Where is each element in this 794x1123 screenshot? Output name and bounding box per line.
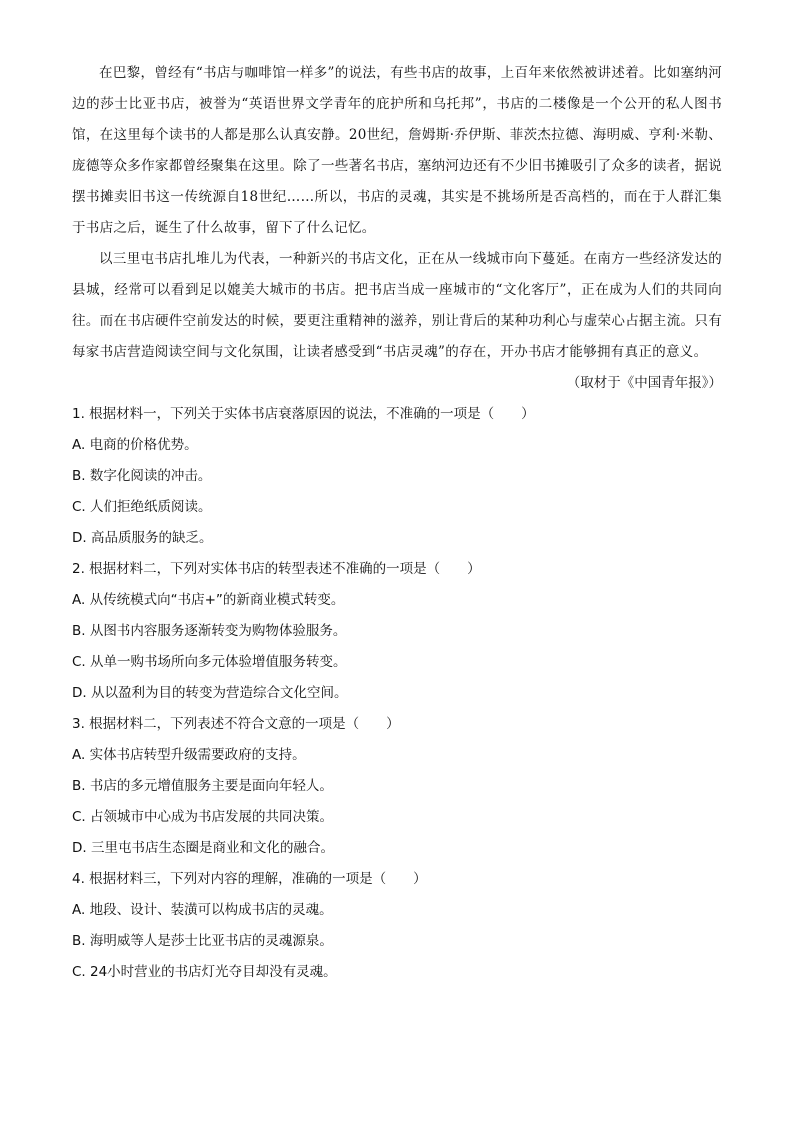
question-3 — [72, 709, 722, 864]
question-1 — [72, 399, 722, 554]
question-4 — [72, 864, 722, 988]
passage-paragraph-1: 在巴黎，曾经有“书店与咖啡馆一样多”的说法，有些书店的故事，上百年来依然被讲述着。比如塞纳河边的莎士比亚书店，被誉为“英语世界文学青年的庇护所和乌托邦”，书店的二楼像是一个公开的私人图书馆，在这里每个读书的人都是那么认真安静。20世纪，詹姆斯·乔伊斯、菲茨杰拉德、海明威、亨利·米勒、庞德等众多作家都曾经聚集在这里。除了一些著名书店，塞纳河边还有不少旧书摊吸引了众多的读者，据说摆书摊卖旧书这一传统源自18世纪……所以，书店的灵魂，其实是不挑场所是否高档的，而在于人群汇集于书店之后，诞生了什么故事，留下了什么记忆。 — [72, 65, 722, 236]
question-option: D. 高品质服务的缺乏。 — [72, 530, 213, 546]
question-option: A. 地段、设计、装潢可以构成书店的灵魂。 — [72, 902, 333, 918]
question-list — [72, 399, 722, 988]
question-option: A. 电商的价格优势。 — [72, 437, 198, 453]
question-option: B. 书店的多元增值服务主要是面向年轻人。 — [72, 778, 333, 794]
question-stem: 2. 根据材料二，下列对实体书店的转型表述不准确的一项是（ ） — [72, 561, 481, 577]
question-option: B. 从图书内容服务逐渐转变为购物体验服务。 — [72, 623, 347, 639]
question-option: D. 三里屯书店生态圈是商业和文化的融合。 — [72, 840, 334, 856]
passage-paragraph-2: 以三里屯书店扎堆儿为代表，一种新兴的书店文化，正在从一线城市向下蔓延。在南方一些经济发达的县城，经常可以看到足以媲美大城市的书店。把书店当成一座城市的“文化客厅”，正在成为人们的共同向往。而在书店硬件空前发达的时候，要更注重精神的滋养，别让背后的某种功利心与虚荣心占据主流。只有每家书店营造阅读空间与文化氛围，让读者感受到“书店灵魂”的存在，开办书店才能够拥有真正的意义。 — [72, 251, 722, 360]
document-page — [72, 58, 722, 988]
question-option: B. 数字化阅读的冲击。 — [72, 468, 212, 484]
question-option: C. 从单一购书场所向多元体验增值服务转变。 — [72, 654, 347, 670]
question-option: A. 实体书店转型升级需要政府的支持。 — [72, 747, 306, 763]
question-option: D. 从以盈利为目的转变为营造综合文化空间。 — [72, 685, 348, 701]
question-option: C. 人们拒绝纸质阅读。 — [72, 499, 212, 515]
question-2 — [72, 554, 722, 709]
question-stem: 1. 根据材料一，下列关于实体书店衰落原因的说法，不准确的一项是（ ） — [72, 406, 535, 422]
question-option: B. 海明威等人是莎士比亚书店的灵魂源泉。 — [72, 933, 333, 949]
question-option: C. 24小时营业的书店灯光夺目却没有灵魂。 — [72, 964, 337, 980]
question-stem: 4. 根据材料三，下列对内容的理解，准确的一项是（ ） — [72, 871, 427, 887]
passage-source: （取材于《中国青年报》） — [566, 375, 722, 391]
question-option: A. 从传统模式向“书店+”的新商业模式转变。 — [72, 592, 345, 608]
question-stem: 3. 根据材料二，下列表述不符合文意的一项是（ ） — [72, 716, 400, 732]
question-option: C. 占领城市中心成为书店发展的共同决策。 — [72, 809, 334, 825]
